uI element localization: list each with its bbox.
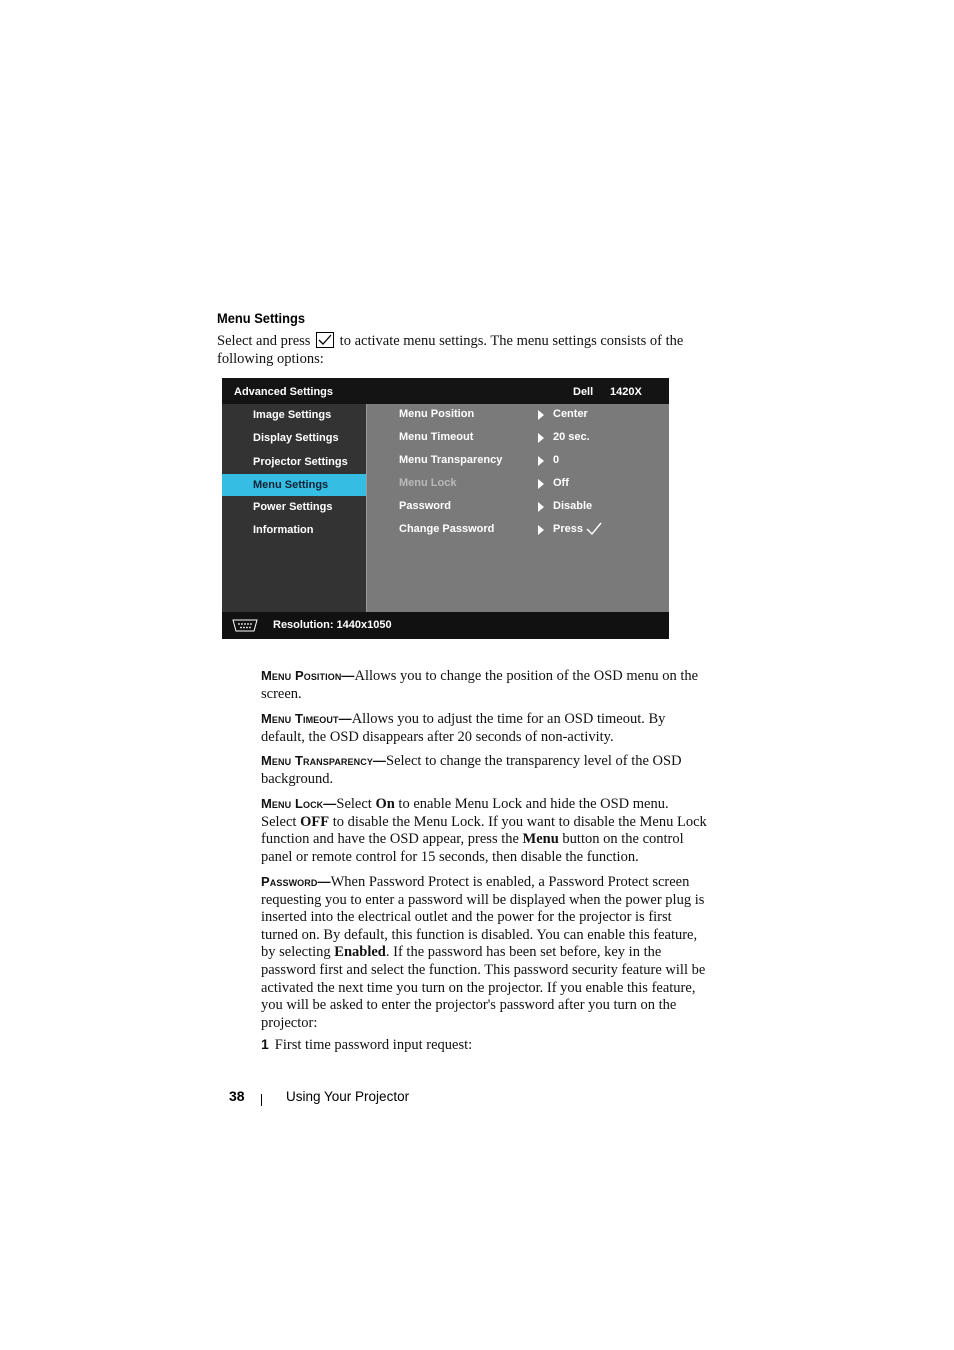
osd-category-display-settings[interactable]: Display Settings [253, 432, 339, 444]
step-text: First time password input request: [274, 1037, 473, 1053]
arrow-right-icon [538, 525, 544, 535]
osd-title: Advanced Settings [234, 386, 334, 398]
osd-category-projector-settings[interactable]: Projector Settings [253, 456, 348, 468]
osd-category-list [222, 404, 366, 612]
page-number: 38 [229, 1088, 245, 1104]
osd-brand: Dell [573, 386, 594, 398]
footer-divider [261, 1094, 262, 1106]
section-heading: Menu Settings [217, 310, 306, 326]
osd-category-menu-settings[interactable]: Menu Settings [222, 474, 366, 496]
vga-connector-icon [231, 619, 259, 632]
osd-category-information[interactable]: Information [253, 524, 314, 536]
osd-options-panel: Menu Position Center Menu Timeout 20 sec. Menu Transparency 0 Menu Lock Off Password Disable Change Password Press [366, 404, 669, 612]
paragraph-menu-lock: Menu Lock—Select On to enable Menu Lock and hide the OSD menu. Select OFF to disable the Menu Lock. If you want to disable the Menu Lock function and have the OSD appear, press the Menu button on the control panel or remote control for 15 seconds, then disable the function. [261, 796, 707, 865]
paragraph-password: Password—When Password Protect is enabled, a Password Protect screen requesting you to enter a password will be displayed when the power plug is inserted into the electrical outlet and the power for the projector is first turned on. By default, this function is disabled. You can enable this feature, by selecting Enabled. If the password has been set before, key in the password first and select the function. This password security feature will be activated the next time you turn on the projector. If you enable this feature, you will be asked to enter the projector's password after you turn on the projector: [261, 874, 706, 1031]
checkmark-button-icon [316, 332, 334, 348]
osd-model: 1420X [610, 386, 642, 398]
arrow-right-icon [538, 456, 544, 466]
paragraph-menu-transparency: Menu Transparency—Select to change the transparency level of the OSD background. [261, 753, 682, 787]
paragraph-menu-position: Menu Position—Allows you to change the position of the OSD menu on the screen. [261, 668, 699, 702]
arrow-right-icon [538, 502, 544, 512]
arrow-right-icon [538, 410, 544, 420]
arrow-right-icon [538, 433, 544, 443]
step-number: 1 [261, 1036, 269, 1052]
intro-text-before: Select and press [217, 333, 311, 349]
osd-category-power-settings[interactable]: Power Settings [253, 501, 333, 513]
checkmark-icon [586, 522, 602, 536]
paragraph-menu-timeout: Menu Timeout—Allows you to adjust the time for an OSD timeout. By default, the OSD disappears after 20 seconds of non-activity. [261, 711, 666, 745]
osd-footer [222, 612, 669, 639]
osd-header [222, 378, 669, 404]
footer-chapter-title: Using Your Projector [286, 1089, 410, 1104]
arrow-right-icon [538, 479, 544, 489]
osd-resolution: Resolution: 1440x1050 [273, 619, 392, 631]
osd-menu-screenshot [222, 378, 669, 639]
intro-text-after: to activate menu settings. The menu settings consists of the following options: [217, 333, 684, 367]
intro-paragraph [217, 332, 707, 368]
osd-category-image-settings[interactable]: Image Settings [253, 409, 332, 421]
step-1 [261, 1036, 707, 1055]
